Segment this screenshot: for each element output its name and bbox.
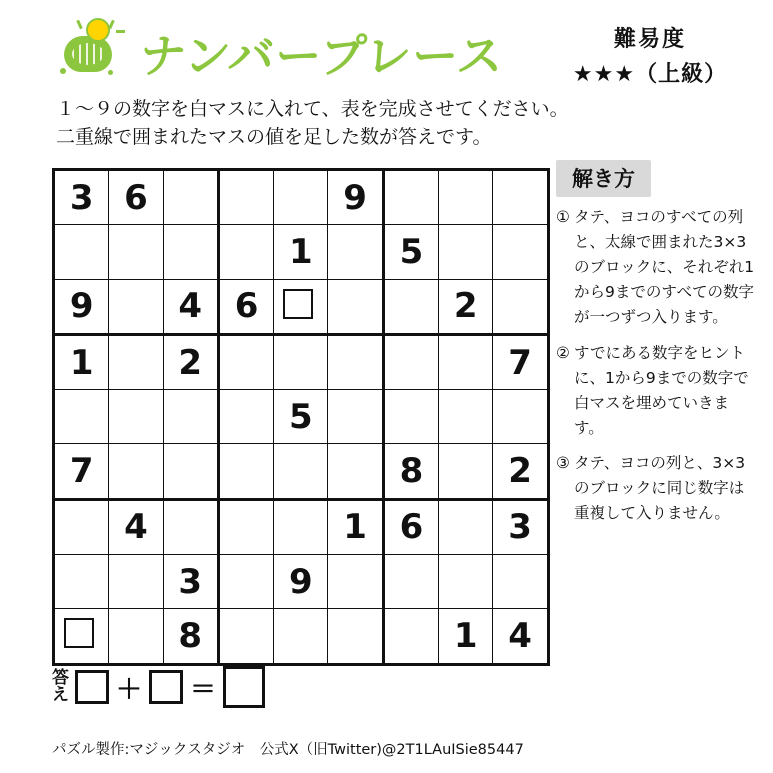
howto-item-text: タテ、ヨコの列と、3×3のブロックに同じ数字は重複して入りません。 [574,453,746,523]
sudoku-cell-value: 4 [178,286,203,327]
sudoku-cell-value: 5 [289,396,313,437]
sudoku-cell[interactable] [163,170,218,225]
sudoku-cell[interactable] [383,555,438,609]
sudoku-cell-value: 6 [399,507,424,548]
sudoku-cell[interactable] [439,279,493,334]
sudoku-cell[interactable] [493,390,548,444]
double-line-cell-marker [64,618,94,648]
sudoku-cell-value: 1 [453,616,478,657]
sudoku-cell[interactable] [493,170,548,225]
answer-box-1[interactable] [75,670,109,704]
sudoku-cell[interactable] [109,334,163,389]
howto-item [556,341,756,441]
sudoku-cell-value: 9 [343,177,367,218]
sudoku-cell[interactable] [274,279,328,334]
sudoku-cell[interactable] [218,444,273,499]
sudoku-row [54,170,549,225]
sudoku-cell[interactable] [439,609,493,664]
sudoku-cell[interactable] [493,279,548,334]
sudoku-cell[interactable] [54,499,109,554]
sudoku-cell[interactable] [54,609,109,664]
sudoku-row [54,444,549,499]
sudoku-cell[interactable] [493,609,548,664]
sudoku-cell[interactable] [218,390,273,444]
sudoku-grid[interactable] [52,168,532,657]
sudoku-cell[interactable] [328,279,383,334]
sudoku-cell-value: 2 [508,451,532,492]
sudoku-cell-value: 2 [453,286,478,327]
sudoku-cell[interactable] [218,279,273,334]
sudoku-cell[interactable] [439,499,493,554]
howto-item-number: ① [556,208,570,226]
sudoku-cell[interactable] [163,334,218,389]
sudoku-cell[interactable] [274,170,328,225]
sudoku-cell[interactable] [218,225,273,279]
sudoku-cell-value: 4 [508,616,532,657]
sudoku-cell[interactable] [383,334,438,389]
sudoku-cell[interactable] [163,279,218,334]
brain-lightbulb-icon [58,18,128,80]
sudoku-cell[interactable] [328,555,383,609]
sudoku-cell[interactable] [493,499,548,554]
sudoku-cell[interactable] [328,390,383,444]
sudoku-cell[interactable] [383,390,438,444]
sudoku-cell[interactable] [439,444,493,499]
sudoku-cell[interactable] [439,334,493,389]
sudoku-cell[interactable] [109,499,163,554]
howto-item-text: タテ、ヨコのすべての列と、太線で囲まれた3×3のブロックに、それぞれ1から9までのすべての数字が一つずつ入ります。 [574,208,755,327]
howto-item [556,205,756,331]
sudoku-cell[interactable] [274,334,328,389]
sudoku-cell-value: 7 [508,342,532,383]
sudoku-cell[interactable] [163,609,218,664]
sudoku-cell[interactable] [493,225,548,279]
sudoku-cell[interactable] [383,170,438,225]
sudoku-cell[interactable] [274,555,328,609]
instruction-line-2: 二重線で囲まれたマスの値を足した数が答えです。 [56,125,492,148]
sudoku-cell[interactable] [439,170,493,225]
sudoku-row [54,279,549,334]
sudoku-cell[interactable] [328,444,383,499]
sudoku-cell[interactable] [109,444,163,499]
answer-equals-sign: ＝ [190,674,217,705]
double-line-cell-marker [283,289,313,319]
sudoku-row [54,609,549,664]
answer-label-line2: え [52,685,69,705]
sudoku-cell[interactable] [383,609,438,664]
sudoku-cell[interactable] [54,279,109,334]
sudoku-cell[interactable] [274,444,328,499]
sudoku-cell[interactable] [439,555,493,609]
page-title: ナンバープレース [137,29,506,83]
sudoku-cell[interactable] [493,555,548,609]
sudoku-cell[interactable] [439,390,493,444]
sudoku-cell-value: 3 [69,177,94,218]
page-header [0,0,773,92]
sudoku-cell-value: 1 [343,507,367,548]
instructions [56,96,736,151]
sudoku-cell-value: 5 [399,231,424,272]
sudoku-cell[interactable] [218,555,273,609]
sudoku-cell[interactable] [439,225,493,279]
howto-item-number: ③ [556,453,570,472]
sudoku-cell[interactable] [383,444,438,499]
sudoku-cell-value: 4 [124,507,148,548]
sudoku-cell-value: 3 [178,561,203,602]
sudoku-cell-value: 2 [178,342,203,383]
answer-row [52,666,265,708]
sudoku-cell[interactable] [328,609,383,664]
sudoku-cell-value: 1 [69,342,94,383]
answer-label [52,670,69,704]
sudoku-row [54,225,549,279]
sudoku-cell-value: 8 [399,451,424,492]
sudoku-cell-value: 9 [69,286,94,327]
sudoku-cell-value: 6 [124,177,148,218]
sudoku-cell[interactable] [274,499,328,554]
difficulty-stars: ★★★（上級） [572,62,728,87]
sudoku-cell-value: 3 [508,507,532,548]
sudoku-cell[interactable] [163,390,218,444]
sudoku-cell-value: 7 [69,451,94,492]
sudoku-cell[interactable] [218,170,273,225]
howto-item-text: すでにある数字をヒントに、1から9までの数字で白マスを埋めていきます。 [574,343,749,437]
sudoku-cell[interactable] [109,609,163,664]
sudoku-cell[interactable] [109,555,163,609]
sudoku-cell[interactable] [493,444,548,499]
sudoku-cell[interactable] [54,444,109,499]
sudoku-row [54,334,549,389]
sudoku-row [54,499,549,554]
difficulty-block [555,22,745,88]
sudoku-cell[interactable] [383,499,438,554]
instruction-line-1: １〜９の数字を白マスに入れて、表を完成させてください。 [56,98,569,120]
sudoku-cell[interactable] [109,390,163,444]
sudoku-cell-value: 6 [234,286,259,327]
sudoku-cell[interactable] [163,444,218,499]
sudoku-row [54,390,549,444]
sudoku-row [54,555,549,609]
sudoku-cell[interactable] [274,225,328,279]
howto-item [556,451,756,526]
sudoku-cell[interactable] [383,279,438,334]
sudoku-cell[interactable] [328,499,383,554]
sudoku-cell[interactable] [163,499,218,554]
sudoku-cell[interactable] [328,334,383,389]
sudoku-cell[interactable] [218,499,273,554]
footer-credit: パズル製作:マジックスタジオ 公式X（旧Twitter)@2T1LAuISie85447 [52,742,524,758]
howto-heading: 解き方 [556,160,651,197]
sudoku-cell[interactable] [109,279,163,334]
difficulty-label: 難易度 [613,27,686,52]
sudoku-cell[interactable] [54,555,109,609]
sudoku-cell-value: 8 [178,616,203,657]
howto-list [556,205,756,526]
sudoku-cell[interactable] [274,609,328,664]
sudoku-table[interactable] [52,168,550,666]
sudoku-cell[interactable] [383,225,438,279]
answer-plus-sign: ＋ [116,674,143,705]
sudoku-cell[interactable] [163,555,218,609]
sudoku-cell[interactable] [54,390,109,444]
sudoku-cell[interactable] [328,225,383,279]
sudoku-cell[interactable] [54,225,109,279]
sudoku-cell[interactable] [218,334,273,389]
sudoku-cell[interactable] [109,170,163,225]
sudoku-cell-value: 9 [289,561,313,602]
howto-panel [556,160,756,536]
sudoku-cell[interactable] [274,390,328,444]
sudoku-cell[interactable] [54,170,109,225]
sudoku-cell[interactable] [163,225,218,279]
answer-label-line1: 答 [52,668,69,688]
sudoku-cell[interactable] [54,334,109,389]
sudoku-cell[interactable] [218,609,273,664]
sudoku-cell[interactable] [109,225,163,279]
answer-box-2[interactable] [149,670,183,704]
sudoku-cell-value: 1 [289,231,313,272]
answer-result-box[interactable] [223,666,265,708]
sudoku-cell[interactable] [328,170,383,225]
sudoku-cell[interactable] [493,334,548,389]
howto-item-number: ② [556,343,570,362]
